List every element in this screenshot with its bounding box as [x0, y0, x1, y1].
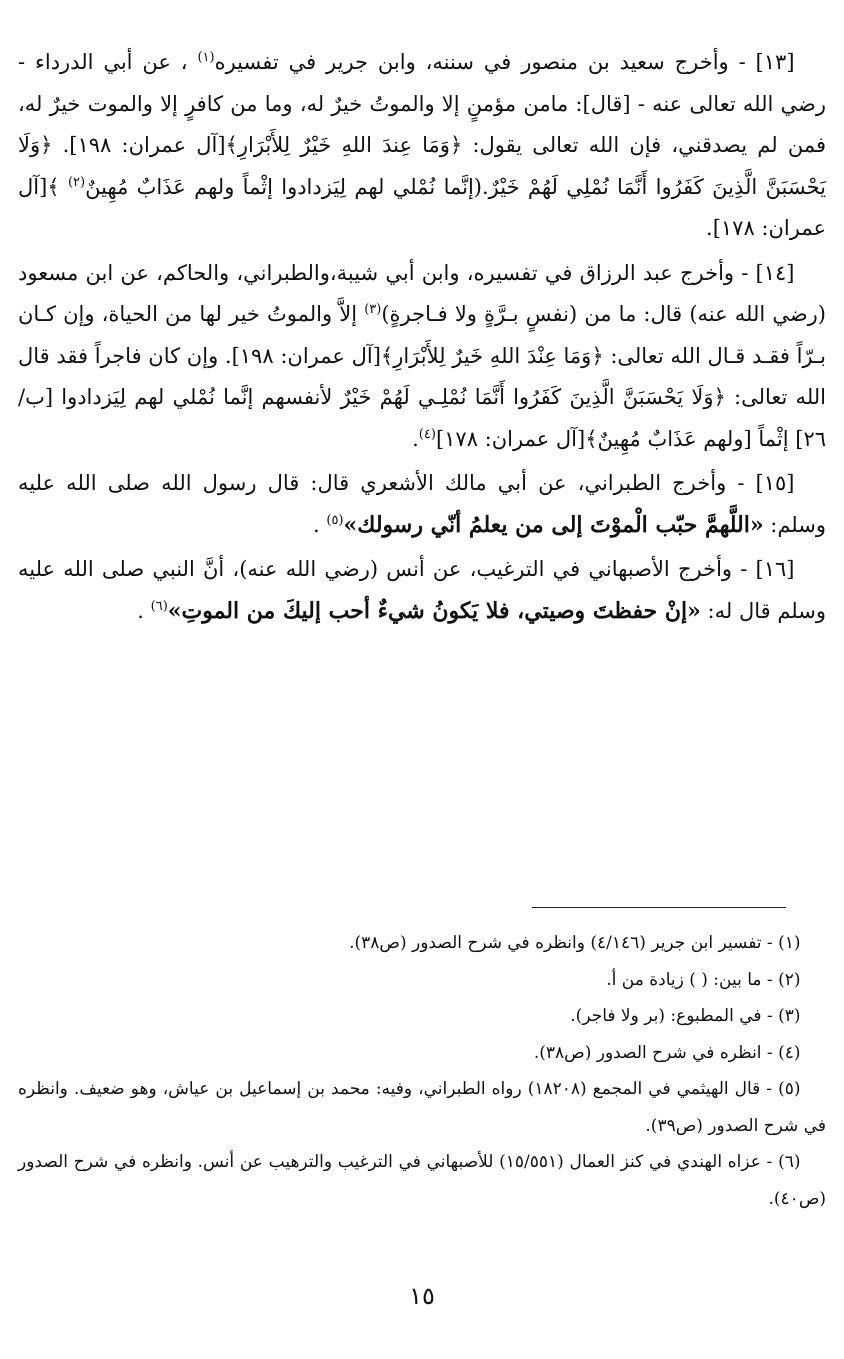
footnote-5: (٥) - قال الهيثمي في المجمع (١٨٢٠٨) رواه الطبراني، وفيه: محمد بن إسماعيل بن عياش، وهو ضعيف. وانظره في شرح الصدور (ص٣٩). [18, 1079, 826, 1136]
footnote-ref-4: (٤) [418, 426, 436, 442]
footnote-3: (٣) - في المطبوع: (بر ولا فاجر). [570, 1006, 801, 1026]
footnote-ref-1: (١) [197, 50, 215, 65]
hadith-text: «اللَّهمَّ حبّب الْموْتَ إلى من يعلمُ أنّي رسولك» [343, 511, 764, 538]
page-number: ١٥ [409, 1282, 435, 1310]
footnote-divider [532, 907, 786, 908]
footnote-ref-6: (٦) [150, 598, 168, 614]
footnote-1: (١) - تفسير ابن جرير (٤/١٤٦) وانظره في شرح الصدور (ص٣٨). [349, 933, 801, 953]
footnote-ref-2: (٢) [67, 174, 86, 190]
paragraph-13: [١٣] - وأخرج سعيد بن منصور في سننه، وابن جرير في تفسيره$^{(١)}$ ، عن أبي الدرداء - رضي الله تعالى عنه - [قال]: مامن مؤمنٍ إلا والموتُ خيرٌ له، وما من كافرٍ إلا والموت خيرٌ له، فمن لم يصدقني، فإن الله تعالى يقول: ﴿وَمَا عِندَ اللهِ خَيْرٌ لِلأَبْرَارِ﴾[آل عمران: ١٩٨]. ﴿وَلَا يَحْسَبَنَّ الَّذِينَ كَفَرُوا أَنَّمَا نُمْلِي لَهُمْ خَيْرٌ.(إنَّما نُمْلي لهم لِيَزدادوا إثْماً ولهم عَذَابٌ مُهِينٌ$^{(٢)}$ ﴾[آل عمران: ١٧٨]. [18, 50, 827, 240]
footnote-ref-5: (٥) [326, 512, 344, 528]
footnote-6: (٦) - عزاه الهندي في كنز العمال (١٥/٥٥١) للأصبهاني في الترغيب والترهيب عن أنس. وانظره في شرح الصدور (ص٤٠). [18, 1152, 826, 1209]
paragraph-15: [١٥] - وأخرج الطبراني، عن أبي مالك الأشعري قال: قال رسول الله صلى الله عليه وسلم: «اللَّهمَّ حبّب الْموْتَ إلى من يعلمُ أنّي رسولك»$^{(٥)}$ . [18, 471, 826, 538]
paragraph-16: [١٦] - وأخرج الأصبهاني في الترغيب، عن أنس (رضي الله عنه)، أنَّ النبي صلى الله عليه وسلم قال له: «إنْ حفظتَ وصيتي، فلا يَكونُ شيءٌ أحب إليكَ من الموتِ»$^{(٦)}$ . [18, 557, 826, 624]
footnote-4: (٤) - انظره في شرح الصدور (ص٣٨). [533, 1042, 801, 1063]
paragraph-14: [١٤] - وأخرج عبد الرزاق في تفسيره، وابن أبي شيبة،والطبراني، والحاكم، عن ابن مسعود (رضي الله عنه) قال: ما من (نفسٍ بـرَّةٍ ولا فـاجرةٍ)$^{(٣)}$ إلاَّ والموتُ خير لها من الحياة، وإن كـان بـرّاً فقـد قـال الله تعالى: ﴿وَمَا عِنْدَ اللهِ خَيرٌ لِلأَبْرَارِ﴾[آل عمران: ١٩٨]. وإن كان فاجراً فقد قال الله تعالى: ﴿وَلَا يَحْسَبَنَّ الَّذِينَ كَفَرُوا أَنَّمَا نُمْلِـي لَهُمْ خَيْرٌ لأنفسهم إنَّما نُمْلي لهم لِيَزدادوا [ب/٢٦] إثْماً [ولهم عَذَابٌ مُهِينٌ﴾[آل عمران: ١٧٨]$^{(٤)}$. [18, 260, 826, 451]
footnote-2: (٢) - ما بين: ( ) زيادة من أ. [606, 969, 801, 990]
footnote-ref-3: (٣) [364, 302, 382, 317]
main-text [18, 42, 826, 635]
hadith-text: «إنْ حفظتَ وصيتي، فلا يَكونُ شيءٌ أحب إليكَ من الموتِ» [167, 597, 701, 624]
footnotes [18, 925, 826, 1217]
